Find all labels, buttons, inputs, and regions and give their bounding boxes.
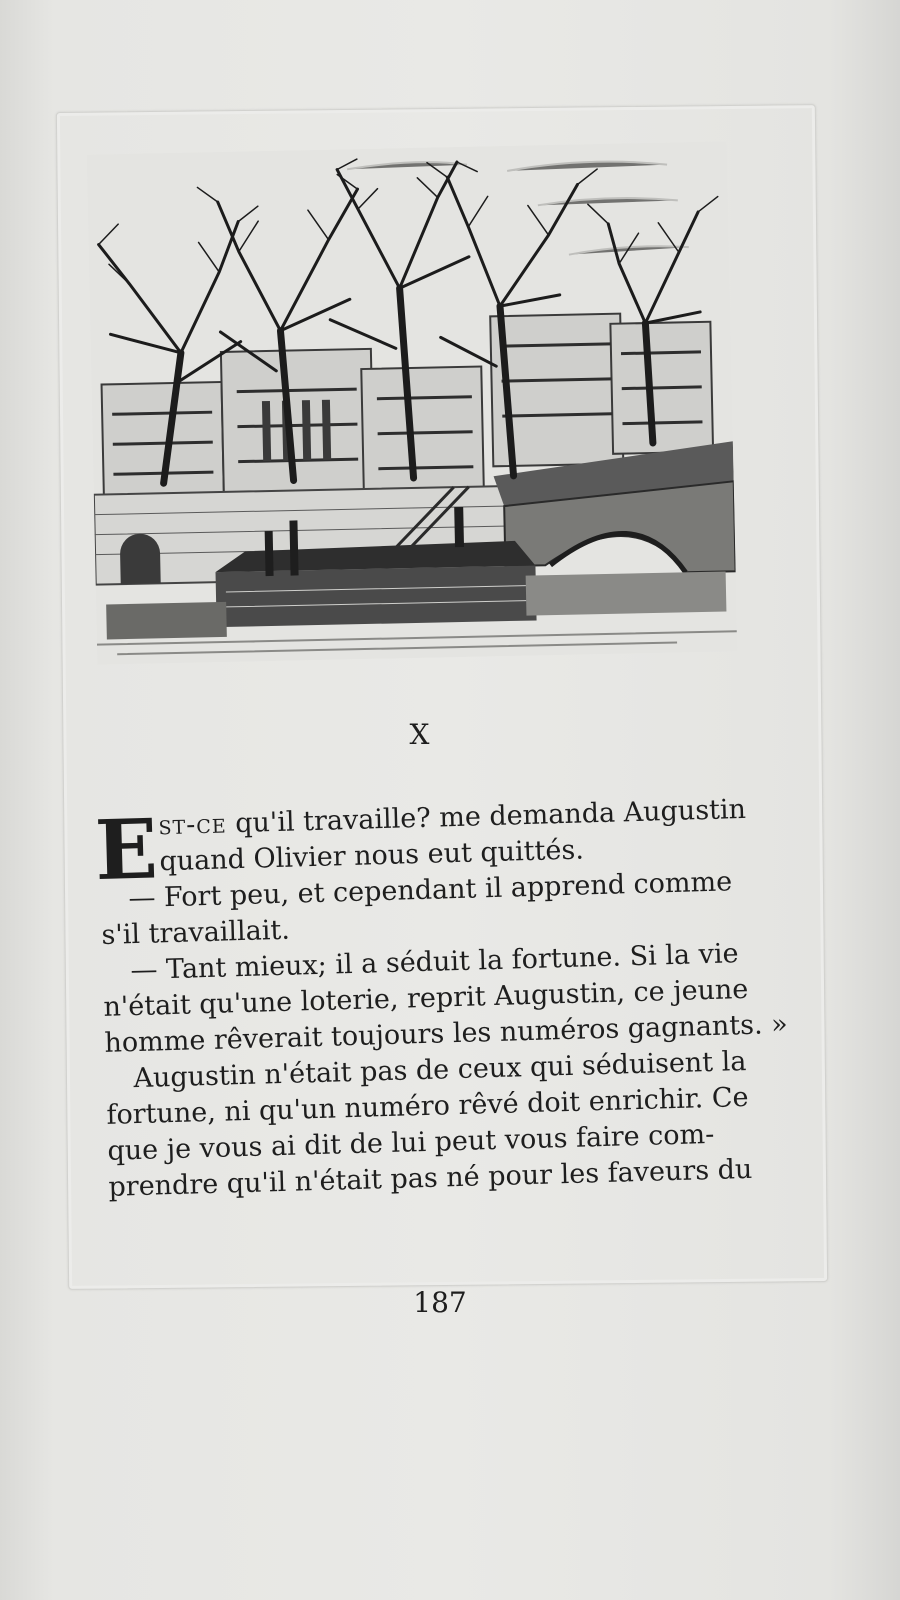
page-number: 187 xyxy=(413,1286,467,1319)
text-line: prendre qu'il n'était pas né pour les faveurs du xyxy=(108,1153,753,1203)
text-line: homme rêverait toujours les numéros gagnants. » xyxy=(104,1008,789,1059)
etching-svg xyxy=(87,141,738,664)
text-line: fortune, ni qu'un numéro rêvé doit enrichir. Ce xyxy=(106,1081,749,1131)
text-line: Augustin n'était pas de ceux qui séduisent la xyxy=(133,1046,747,1095)
body-text xyxy=(93,791,789,1206)
text-line: — Tant mieux; il a séduit la fortune. Si la vie xyxy=(130,938,739,987)
text-line: que je vous ai dit de lui peut vous faire com- xyxy=(107,1118,715,1167)
chapter-heading: X xyxy=(409,718,431,751)
text-line: quand Olivier nous eut quittés. xyxy=(159,834,585,878)
drop-cap: E xyxy=(93,801,159,900)
etching-illustration xyxy=(87,141,738,664)
text-line: — Fort peu, et cependant il apprend comme xyxy=(128,866,733,915)
first-word-smallcaps: st-ce xyxy=(158,808,228,842)
first-line-rest: qu'il travaille? me demanda Augustin xyxy=(226,793,747,840)
text-line: s'il travaillait. xyxy=(101,914,291,951)
text-line: n'était qu'une loterie, reprit Augustin, ce jeune xyxy=(103,973,749,1023)
